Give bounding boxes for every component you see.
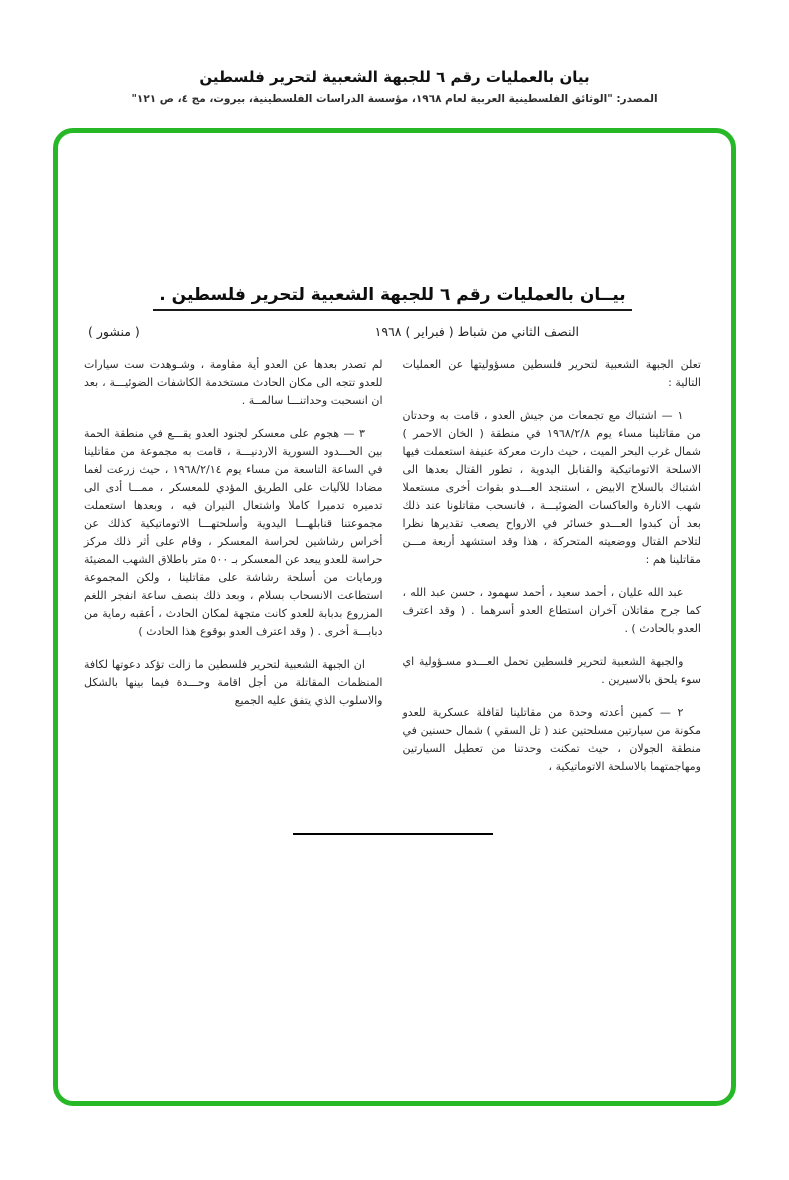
column-left xyxy=(84,356,383,791)
paragraph-operation-3: ٣ — هجوم على معسكر لجنود العدو يقـــع في منطقة الحمة بين الحـــدود السورية الاردنيـــة ، قامت به مجموعة من مقاتلينا في الساعة التاسعة من مساء يوم ١٩٦٨/٢/١٤ ، حيث زرعت لغما مضادا للآليات على الطريق المؤدي للمعسكر ، ممـــا أدى الى تدميره تدميرا كاملا واشتعال النيران فيه ، وبعدها استعملت مجموعتنا قنابلهـــا اليدوية وأسلحتهـــا الاتوماتيكية كذلك عن أخراس رشاشين لحراسة المعسكر ، وقام على أثر ذلك مركز حراسة للعدو يبعد عن المعسكر بـ ٥٠٠ متر باطلاق الشهب المضيئة ورمايات من أسلحة رشاشة على مقاتلينا ، ولكن المجموعة استطاعت الانسحاب بسلام ، وبعد ذلك بنصف ساعة انفجر اللغم المزروع بدبابة للعدو كانت متجهة لمكان الحادث ، أعقبه رماية من دبابـــة أخرى . ( وقد اعترف العدو بوقوع هذا الحادث ) xyxy=(84,427,383,638)
scanned-document xyxy=(58,133,731,835)
published-label: ( منشور ) xyxy=(88,324,140,339)
paragraph-operation-1: ١ — اشتباك مع تجمعات من جيش العدو ، قامت به وحدتان من مقاتلينا مساء يوم ١٩٦٨/٢/٨ في منطقة ( الخان الاحمر ) شمال غرب البحر الميت ، حيث دارت معركة عنيفة استعملت فيها الاسلحة الاتوماتيكية والقنابل اليدوية ، تطور القتال بعدها الى اشتباك بالسلاح الابيض ، استنجد العـــدو بقوات أخرى مستعملا شهب الانارة والعاكسات الضوئيـــة ، فانسحب مقاتلونا عند ذلك بعد أن كبدوا العـــدو خسائر في الارواح يصعب تقديرها نظرا لتلاحم القتال ووضعيته المتحركة ، هذا وقد استشهد أربعة مـــن مقاتلينا هم : xyxy=(402,409,701,566)
document-title-row xyxy=(84,285,701,311)
document-title: بيــان بالعمليات رقم ٦ للجبهة الشعبية لتحرير فلسطين . xyxy=(153,285,631,311)
column-right xyxy=(403,356,702,791)
document-subheader-row xyxy=(84,324,701,339)
paragraph-closing: ان الجبهة الشعبية لتحرير فلسطين ما زالت تؤكد دعوتها لكافة المنظمات المقاتلة من أجل اقامة وحـــدة فيما بينها بالشكل والاسلوب الذي يتفق عليه الجميع xyxy=(84,658,383,707)
paragraph-operation-2: ٢ — كمين أعدته وحدة من مقاتلينا لقافلة عسكرية للعدو مكونة من سيارتين مسلحتين عند ( تل السقي ) شمال حسنين في منطقة الجولان ، حيث تمكنت وحدتنا من تعطيل السيارتين ومهاجمتهما بالاسلحة الاتوماتيكية ، xyxy=(402,706,701,773)
footer-rule xyxy=(293,833,493,835)
document-frame xyxy=(53,128,736,1106)
paragraph-responsibility: والجبهة الشعبية لتحرير فلسطين تحمل العـــدو مسـؤولية اي سوء يلحق بالاسيرين . xyxy=(402,655,701,686)
document-columns xyxy=(84,356,701,791)
page-title: بيان بالعمليات رقم ٦ للجبهة الشعبية لتحرير فلسطين xyxy=(199,68,590,86)
source-citation: المصدر: "الوثائق الفلسطينية العربية لعام ١٩٦٨، مؤسسة الدراسات الفلسطينية، بيروت، مج ٤، ص ١٢١" xyxy=(131,93,658,105)
paragraph-operation-2-continued: لم تصدر بعدها عن العدو أية مقاومة ، وشـوهدت ست سيارات للعدو تتجه الى مكان الحادث مستخدمة الكاشفات الضوئيـــة ، بعد ان انسحبت وحداتنـــا سالمــة . xyxy=(84,358,383,407)
paragraph-intro: تعلن الجبهة الشعبية لتحرير فلسطين مسؤوليتها عن العمليات التالية : xyxy=(402,358,701,389)
page-header xyxy=(0,68,789,105)
paragraph-martyrs: عبد الله عليان ، أحمد سعيد ، أحمد سهمود ، حسن عبد الله ، كما جرح مقاتلان آخران استطاع العدو أسرهما . ( وقد اعترف العدو بالحادث ) . xyxy=(402,586,701,635)
document-date: النصف الثاني من شباط ( فبراير ) ١٩٦٨ xyxy=(374,324,579,339)
